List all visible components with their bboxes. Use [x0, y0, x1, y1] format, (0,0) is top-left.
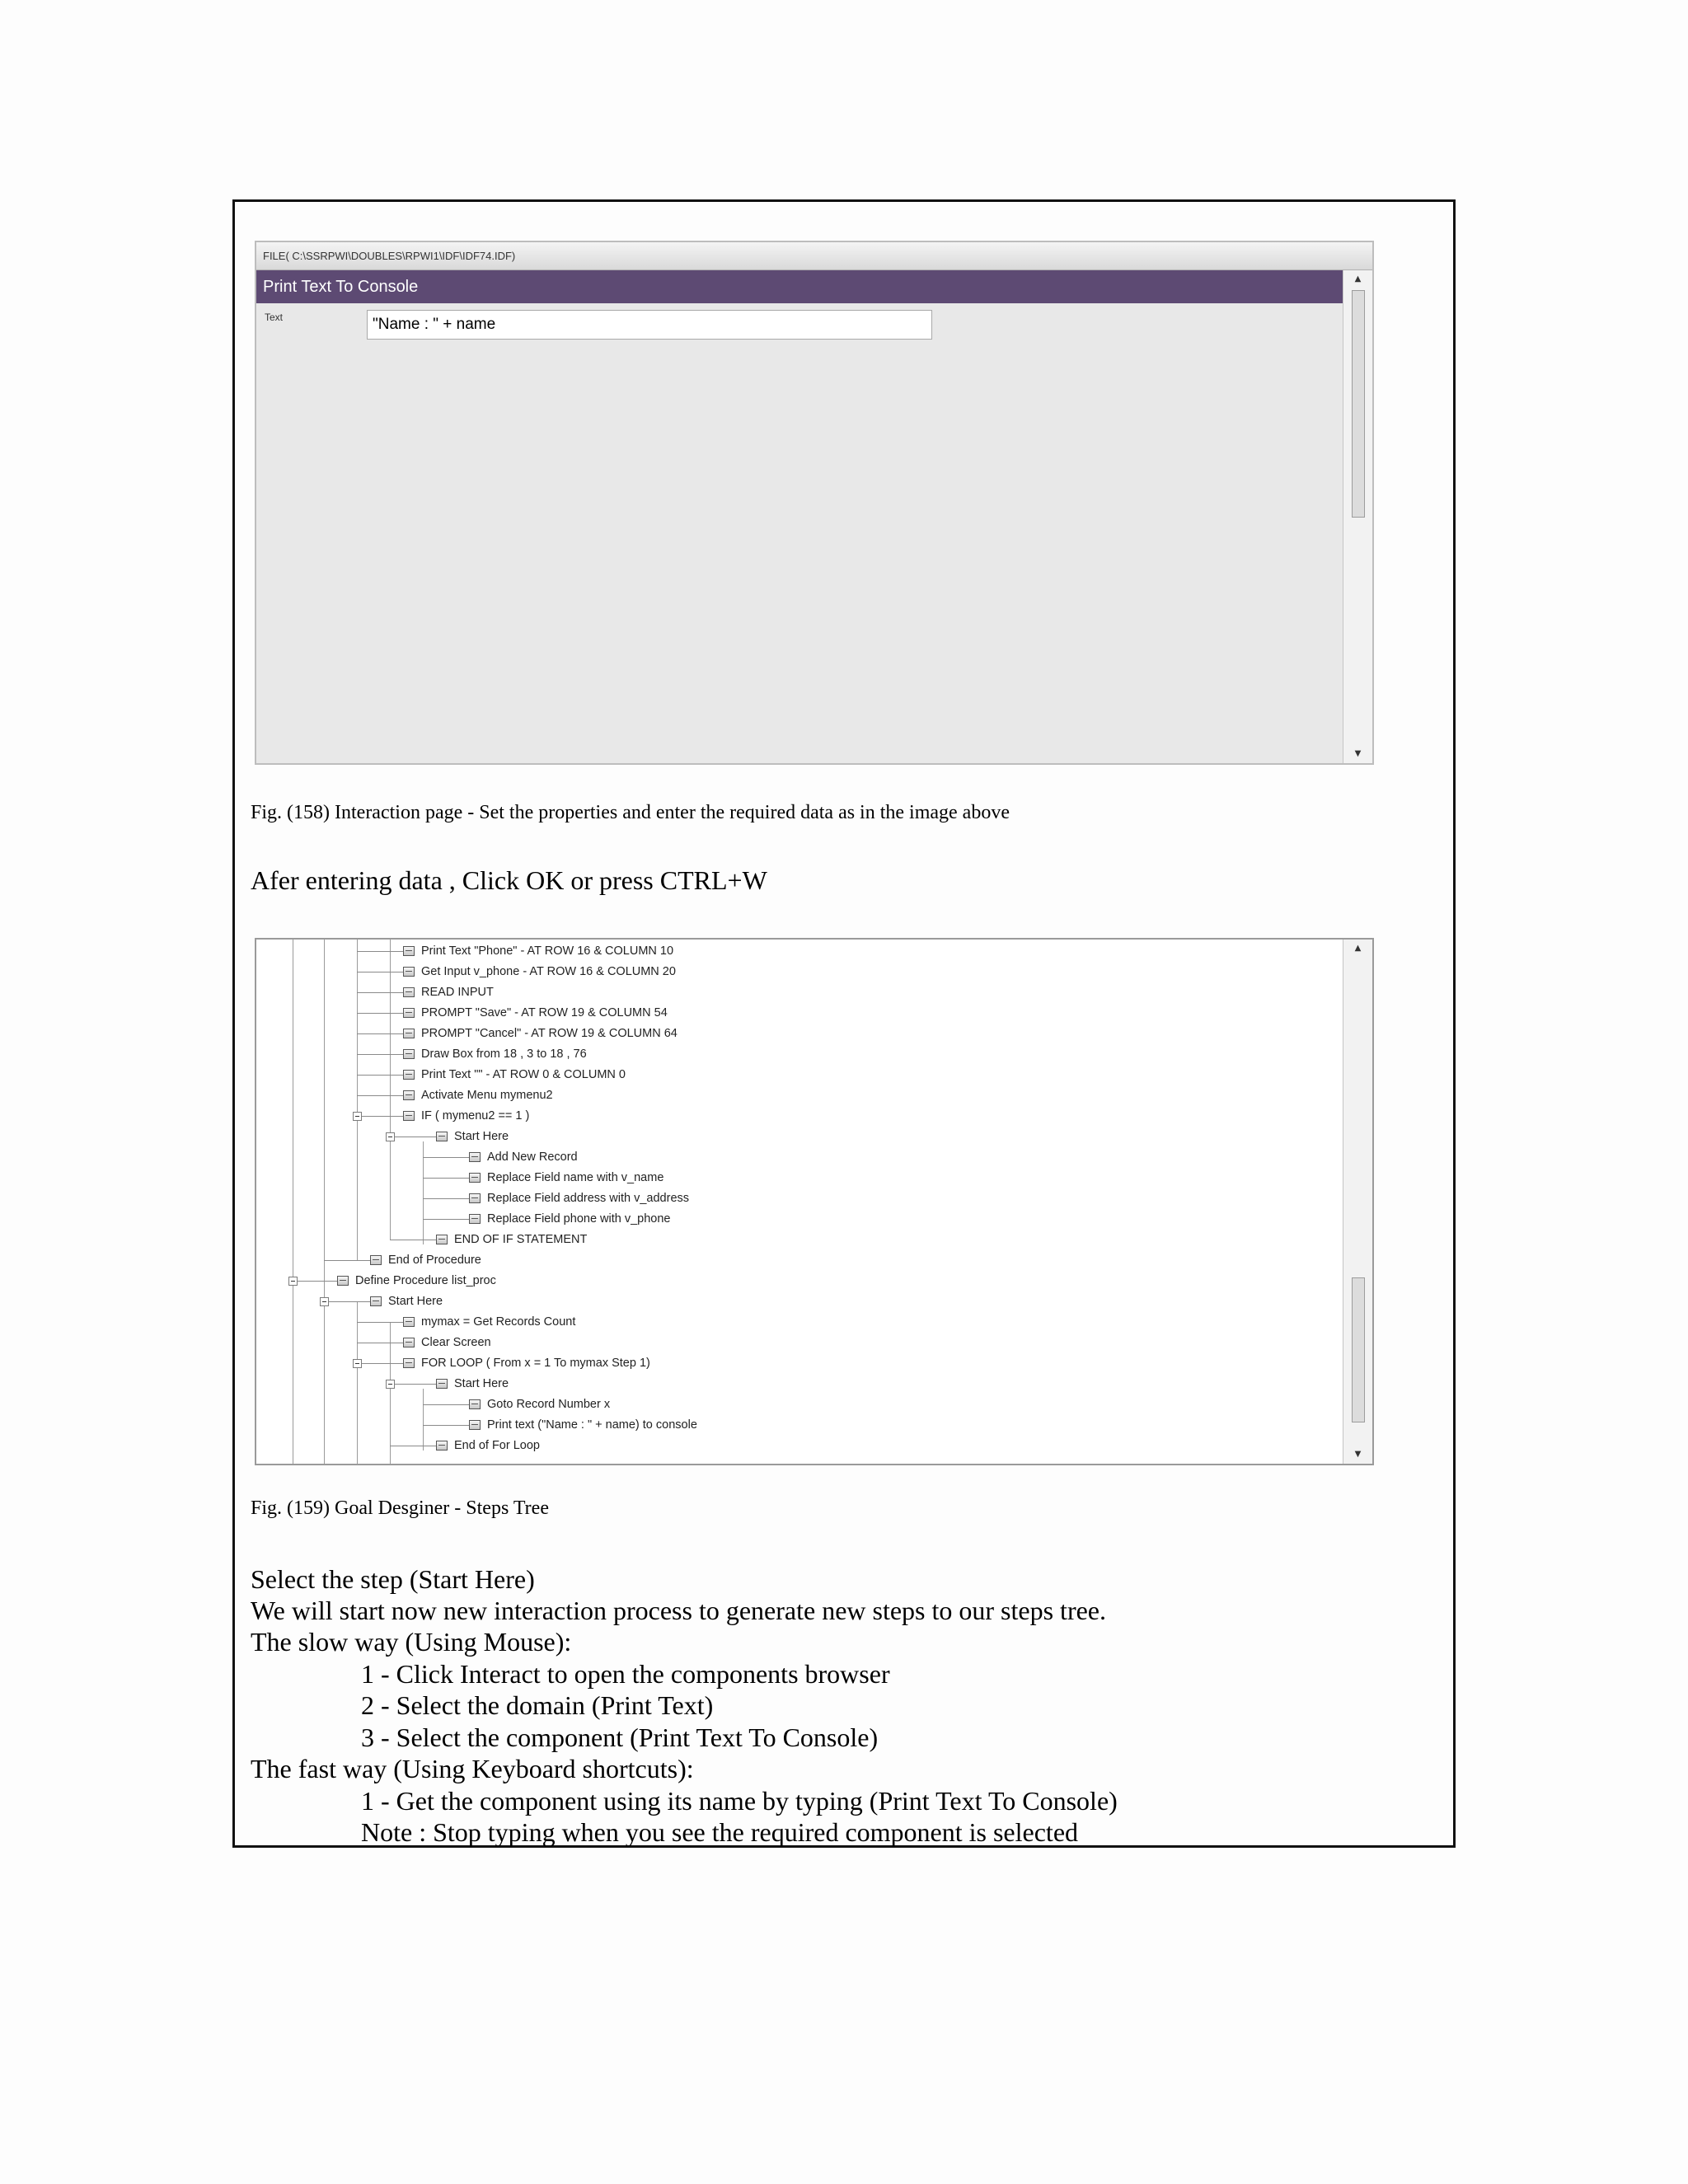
step-node-icon — [370, 1255, 382, 1265]
step-node-icon — [403, 1317, 415, 1327]
step-node-icon — [436, 1235, 448, 1244]
step-node-icon — [403, 1111, 415, 1121]
figure-159-caption: Fig. (159) Goal Desginer - Steps Tree — [251, 1497, 549, 1519]
step-node-icon — [403, 987, 415, 997]
step-node-icon — [403, 967, 415, 977]
tree-step-label: Activate Menu mymenu2 — [421, 1089, 553, 1102]
instruction-step: 2 - Select the domain (Print Text) — [361, 1690, 714, 1720]
instruction-line: The fast way (Using Keyboard shortcuts): — [251, 1754, 694, 1783]
collapse-minus-icon[interactable] — [386, 1132, 395, 1141]
tree-step-node[interactable] — [256, 1168, 1339, 1188]
tree-step-label: Define Procedure list_proc — [355, 1274, 496, 1287]
instruction-line: We will start now new interaction process to generate new steps to our steps tree. — [251, 1596, 1106, 1625]
step-node-icon — [403, 946, 415, 956]
tree-step-label: End of Procedure — [388, 1254, 481, 1267]
step-node-icon — [337, 1276, 349, 1286]
tree-step-node[interactable] — [256, 1353, 1339, 1374]
step-node-icon — [469, 1399, 481, 1409]
tree-step-node[interactable] — [256, 1044, 1339, 1065]
tree-connector — [357, 1033, 403, 1034]
component-title-bar: Print Text To Console — [256, 270, 1344, 303]
tree-step-label: FOR LOOP ( From x = 1 To mymax Step 1) — [421, 1357, 650, 1370]
tree-connector — [357, 1075, 403, 1076]
tree-connector — [423, 1404, 469, 1405]
text-field-label: Text — [265, 312, 284, 323]
vertical-scrollbar[interactable] — [1343, 270, 1372, 763]
step-node-icon — [403, 1358, 415, 1368]
file-path-bar: FILE( C:\SSRPWI\DOUBLES\RPWI1\IDF\IDF74.IDF) — [256, 242, 1372, 270]
tree-step-label: End of For Loop — [454, 1439, 540, 1452]
tree-step-label: Start Here — [454, 1130, 509, 1143]
step-node-icon — [403, 1029, 415, 1038]
tree-step-label: Start Here — [454, 1377, 509, 1390]
tree-step-node[interactable] — [256, 982, 1339, 1003]
tree-step-node[interactable] — [256, 1415, 1339, 1436]
tree-step-label: Print Text "" - AT ROW 0 & COLUMN 0 — [421, 1068, 626, 1081]
collapse-minus-icon[interactable] — [320, 1297, 329, 1306]
instruction-note: Note : Stop typing when you see the required component is selected — [361, 1817, 1079, 1847]
step-node-icon — [469, 1193, 481, 1203]
tree-step-label: mymax = Get Records Count — [421, 1315, 576, 1329]
tree-step-node[interactable] — [256, 1250, 1339, 1271]
scroll-up-arrow-icon[interactable]: ▲ — [1354, 944, 1362, 953]
steps-tree-window — [255, 938, 1374, 1465]
scroll-down-arrow-icon[interactable]: ▼ — [1354, 1450, 1362, 1459]
tree-step-node[interactable] — [256, 962, 1339, 982]
step-node-icon — [469, 1214, 481, 1224]
tree-step-node[interactable] — [256, 1188, 1339, 1209]
collapse-minus-icon[interactable] — [353, 1359, 362, 1368]
tree-step-node[interactable] — [256, 1271, 1339, 1291]
tree-step-node[interactable] — [256, 1333, 1339, 1353]
tree-step-node[interactable] — [256, 1085, 1339, 1106]
tree-connector — [293, 1281, 337, 1282]
step-node-icon — [403, 1338, 415, 1347]
tree-connector — [357, 992, 403, 993]
tree-step-node[interactable] — [256, 1003, 1339, 1024]
tree-step-node[interactable] — [256, 1147, 1339, 1168]
tree-step-node[interactable] — [256, 1106, 1339, 1127]
tree-connector — [324, 1260, 370, 1261]
collapse-minus-icon[interactable] — [353, 1112, 362, 1121]
tree-step-node[interactable] — [256, 1312, 1339, 1333]
tree-connector — [423, 1157, 469, 1158]
tree-step-label: PROMPT "Cancel" - AT ROW 19 & COLUMN 64 — [421, 1027, 678, 1040]
instruction-step: 3 - Select the component (Print Text To Console) — [361, 1722, 879, 1752]
tree-step-label: Print text ("Name : " + name) to console — [487, 1418, 697, 1432]
tree-step-node[interactable] — [256, 1374, 1339, 1394]
step-node-icon — [436, 1132, 448, 1141]
tree-step-label: Draw Box from 18 , 3 to 18 , 76 — [421, 1047, 587, 1061]
tree-step-node[interactable] — [256, 1209, 1339, 1230]
scroll-thumb[interactable] — [1352, 290, 1365, 518]
tree-step-label: END OF IF STATEMENT — [454, 1233, 588, 1246]
figure-158-caption: Fig. (158) Interaction page - Set the properties and enter the required data as in the image above — [251, 802, 1010, 823]
step-node-icon — [403, 1008, 415, 1018]
tree-connector — [357, 1322, 403, 1323]
tree-step-node[interactable] — [256, 1024, 1339, 1044]
tree-connector — [390, 1384, 436, 1385]
tree-step-node[interactable] — [256, 941, 1339, 962]
tree-connector — [357, 1363, 403, 1364]
instruction-step: 1 - Click Interact to open the components browser — [361, 1659, 890, 1689]
tree-step-label: Start Here — [388, 1295, 443, 1308]
step-node-icon — [403, 1049, 415, 1059]
tree-step-label: Replace Field phone with v_phone — [487, 1212, 671, 1226]
tree-connector — [423, 1198, 469, 1199]
step-node-icon — [469, 1420, 481, 1430]
tree-step-node[interactable] — [256, 1436, 1339, 1456]
tree-connector — [423, 1178, 469, 1179]
tree-step-node[interactable] — [256, 1291, 1339, 1312]
tree-step-label: Replace Field address with v_address — [487, 1192, 690, 1205]
after-entering-text: Afer entering data , Click OK or press CTRL+W — [251, 865, 767, 895]
scroll-down-arrow-icon[interactable]: ▼ — [1354, 749, 1362, 758]
tree-step-node[interactable] — [256, 1394, 1339, 1415]
tree-step-node[interactable] — [256, 1127, 1339, 1147]
tree-step-label: Get Input v_phone - AT ROW 16 & COLUMN 20 — [421, 965, 676, 978]
step-node-icon — [436, 1441, 448, 1451]
tree-connector — [357, 1116, 403, 1117]
tree-vertical-scrollbar[interactable] — [1343, 940, 1372, 1464]
tree-connector — [357, 1054, 403, 1055]
tree-step-label: Add New Record — [487, 1151, 578, 1164]
step-node-icon — [370, 1296, 382, 1306]
instruction-line: The slow way (Using Mouse): — [251, 1627, 572, 1657]
tree-step-label: PROMPT "Save" - AT ROW 19 & COLUMN 54 — [421, 1006, 668, 1019]
step-node-icon — [403, 1090, 415, 1100]
interaction-page-window — [255, 241, 1374, 765]
tree-step-node[interactable] — [256, 1065, 1339, 1085]
tree-connector — [324, 1301, 370, 1302]
tree-step-label: Replace Field name with v_name — [487, 1171, 664, 1184]
tree-step-label: Goto Record Number x — [487, 1398, 611, 1411]
step-node-icon — [469, 1152, 481, 1162]
step-node-icon — [469, 1173, 481, 1183]
tree-connector — [423, 1219, 469, 1220]
text-input[interactable]: "Name : " + name — [367, 310, 932, 340]
instruction-line: Select the step (Start Here) — [251, 1564, 535, 1594]
tree-connector — [357, 1095, 403, 1096]
instruction-step: 1 - Get the component using its name by typing (Print Text To Console) — [361, 1786, 1118, 1816]
step-node-icon — [403, 1070, 415, 1080]
tree-step-label: Clear Screen — [421, 1336, 491, 1349]
scroll-up-arrow-icon[interactable]: ▲ — [1354, 274, 1362, 284]
collapse-minus-icon[interactable] — [288, 1277, 298, 1286]
properties-panel — [256, 303, 1344, 763]
document-frame — [232, 199, 1456, 1848]
tree-step-node[interactable] — [256, 1230, 1339, 1250]
tree-step-label: Print Text "Phone" - AT ROW 16 & COLUMN 10 — [421, 944, 674, 958]
tree-connector — [423, 1425, 469, 1426]
step-node-icon — [436, 1379, 448, 1389]
tree-connector — [357, 1013, 403, 1014]
collapse-minus-icon[interactable] — [386, 1380, 395, 1389]
tree-step-label: READ INPUT — [421, 986, 494, 999]
tree-connector — [357, 951, 403, 952]
scroll-thumb[interactable] — [1352, 1277, 1365, 1422]
tree-step-label: IF ( mymenu2 == 1 ) — [421, 1109, 530, 1122]
